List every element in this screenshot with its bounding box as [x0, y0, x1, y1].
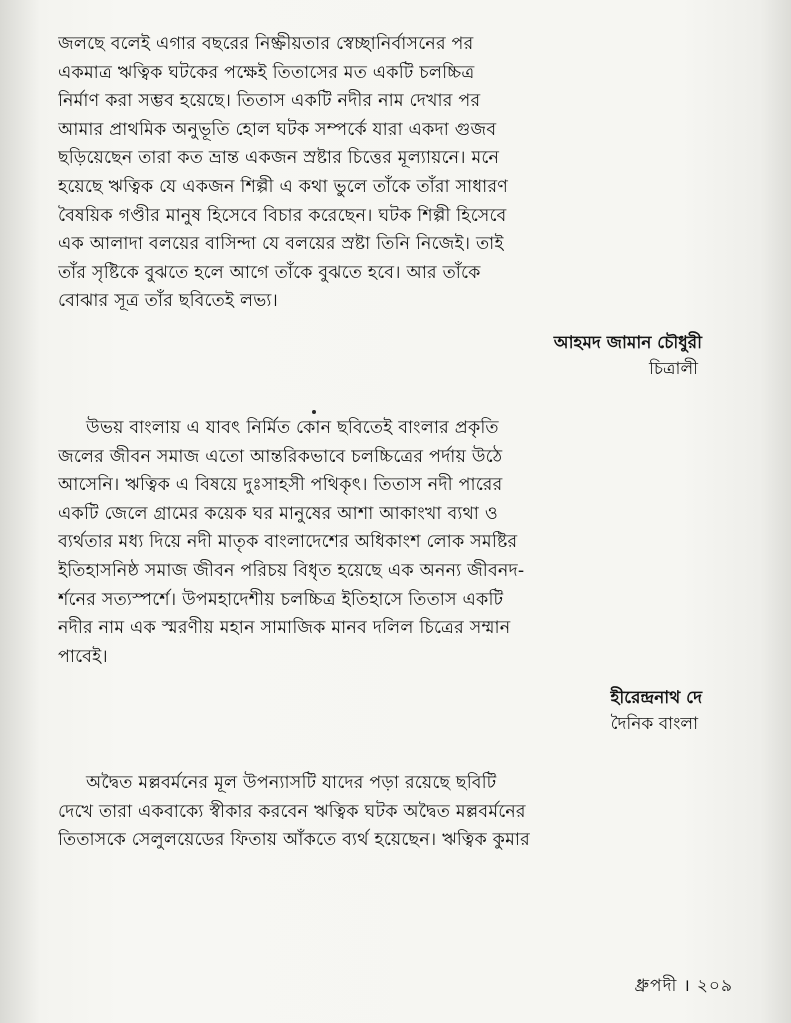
review-1-line: হয়েছে ঋত্বিক যে একজন শিল্পী এ কথা ভুলে তাঁকে তাঁরা সাধারণ: [58, 176, 509, 197]
review-2-signature: [58, 685, 710, 737]
review-3-line: তিতাসকে সেলুলয়েডের ফিতায় আঁকতে ব্যর্থ হয়েছেন। ঋত্বিক কুমার: [58, 830, 530, 851]
review-1-line: একমাত্র ঋত্বিক ঘটকের পক্ষেই তিতাসের মত একটি চলচ্চিত্র: [58, 62, 475, 83]
page-footer: [635, 973, 733, 1001]
review-2-line: নদীর নাম এক স্মরণীয় মহান সামাজিক মানব দলিল চিত্রের সম্মান: [58, 618, 511, 639]
section-gap: [58, 382, 710, 414]
review-2-line: পাবেই।: [58, 646, 108, 667]
review-1-line: আমার প্রাথমিক অনুভূতি হোল ঘটক সম্পর্কে যারা একদা গুজব: [58, 119, 497, 140]
review-2-line: ব্যর্থতার মধ্য দিয়ে নদী মাতৃক বাংলাদেশের অধিকাংশ লোক সমষ্টির: [58, 532, 518, 553]
review-1-line: এক আলাদা বলয়ের বাসিন্দা যে বলয়ের স্রষ্টা তিনি নিজেই। তাই: [58, 234, 504, 255]
review-1-line: জলছে বলেই এগার বছরের নিষ্ক্রীয়তার স্বেচ্ছানির্বাসনের পর: [58, 34, 474, 54]
review-1-author: আহমদ জামান চৌধুরী: [553, 332, 702, 353]
review-2-line: আসেনি। ঋত্বিক এ বিষয়ে দুঃসাহসী পথিকৃৎ। তিতাস নদী পারের: [58, 475, 503, 496]
review-3-text: [58, 769, 710, 855]
review-2-line: জলের জীবন সমাজ এতো আন্তরিকভাবে চলচ্চিত্রের পর্দায় উঠে: [58, 446, 503, 467]
magazine-name: ধ্রুপদী: [634, 976, 678, 996]
review-1-line: বোঝার সূত্র তাঁর ছবিতেই লভ্য।: [58, 291, 278, 312]
review-1-line: তাঁর সৃষ্টিকে বুঝতে হলে আগে তাঁকে বুঝতে হবে। আর তাঁকে: [58, 262, 481, 283]
footer-separator: ।: [683, 976, 691, 996]
review-1-line: ছড়িয়েছেন তারা কত ভ্রান্ত একজন স্রষ্টার চিত্তের মূল্যায়নে। মনে: [58, 148, 500, 169]
review-2-publication: দৈনিক বাংলা: [610, 714, 698, 735]
review-1-publication: চিত্রালী: [649, 358, 698, 379]
review-2-text: [58, 414, 710, 671]
review-1-line: বৈষয়িক গণ্ডীর মানুষ হিসেবে বিচার করেছেন। ঘটক শিল্পী হিসেবে: [58, 205, 507, 226]
review-3-line: দেখে তারা একবাক্যে স্বীকার করবেন ঋত্বিক ঘটক অদ্বৈত মল্লবর্মনের: [58, 801, 526, 822]
review-3-line: অদ্বৈত মল্লবর্মনের মূল উপন্যাসটি যাদের পড়া রয়েছে ছবিটি: [86, 773, 497, 794]
ink-speck: [312, 410, 316, 414]
page-content: [58, 30, 710, 855]
review-2-line: ইতিহাসনিষ্ঠ সমাজ জীবন পরিচয় বিধৃত হয়েছে এক অনন্য জীবনদ-: [58, 560, 525, 581]
review-2-line: একটি জেলে গ্রামের কয়েক ঘর মানুষের আশা আকাংখা ব্যথা ও: [58, 503, 498, 524]
review-2-line: উভয় বাংলায় এ যাবৎ নির্মিত কোন ছবিতেই বাংলার প্রকৃতি: [86, 417, 499, 438]
review-2-line: র্শনের সত্যস্পর্শে। উপমহাদেশীয় চলচ্চিত্র ইতিহাসে তিতাস একটি: [58, 589, 504, 610]
section-gap: [58, 737, 710, 769]
review-1-signature: [58, 330, 710, 382]
review-2-author: হীরেন্দ্রনাথ দে: [610, 688, 702, 709]
review-1-text: [58, 30, 710, 316]
page-number: ২০৯: [696, 976, 733, 996]
review-1-line: নির্মাণ করা সম্ভব হয়েছে। তিতাস একটি নদীর নাম দেখার পর: [58, 91, 481, 112]
